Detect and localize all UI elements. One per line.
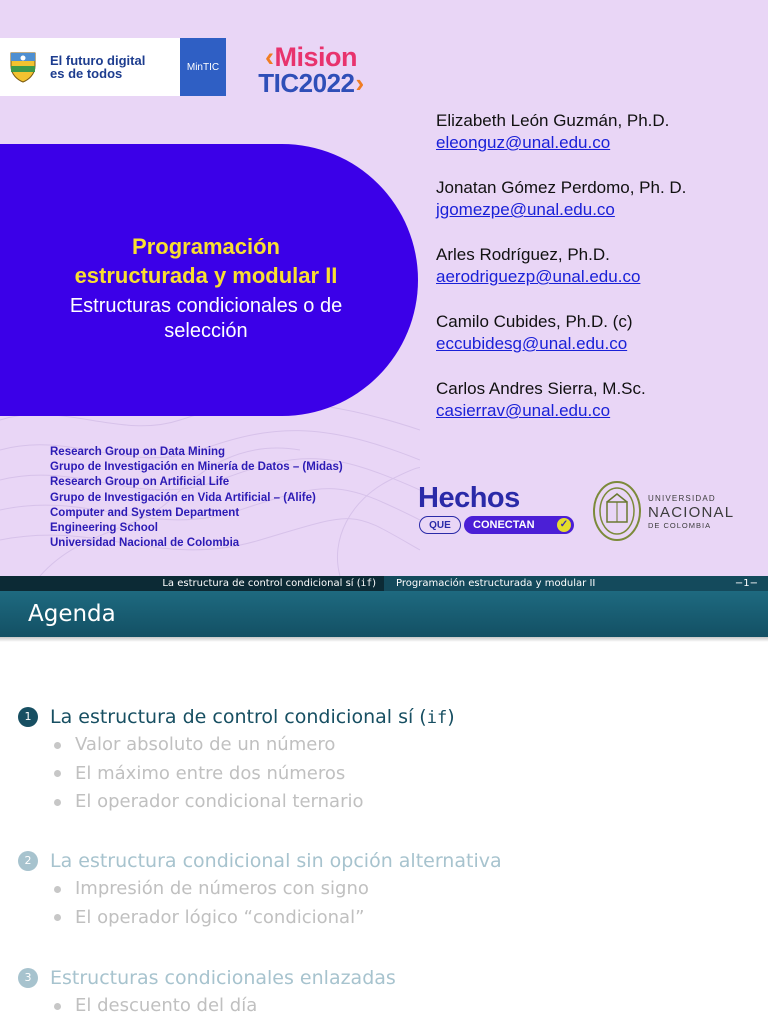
unal-logo-line1: UNIVERSIDAD <box>648 494 716 503</box>
hechos-logo-que: QUE <box>419 516 461 534</box>
subsection-label: Impresión de números con signo <box>75 878 369 900</box>
unal-logo-text <box>648 494 734 531</box>
mintic-label: MinTIC <box>180 38 226 96</box>
agenda-section-2[interactable] <box>18 847 502 932</box>
slide-footer <box>0 576 768 591</box>
bullet-icon <box>54 799 61 806</box>
unal-logo <box>592 480 742 544</box>
agenda-section-1[interactable] <box>18 703 455 817</box>
author-email-link[interactable]: jgomezpe@unal.edu.co <box>436 200 615 219</box>
author-name: Carlos Andres Sierra, M.Sc. <box>436 379 646 398</box>
agenda-section-heading[interactable] <box>18 703 455 731</box>
hechos-logo-title: Hechos <box>418 482 520 514</box>
author-email-link[interactable]: eleonguz@unal.edu.co <box>436 133 611 152</box>
group-line: Engineering School <box>50 522 158 535</box>
group-line: Research Group on Artificial Life <box>50 476 230 489</box>
footer-section-text: La estructura de control condicional sí ( <box>162 578 361 589</box>
agenda-subsection[interactable] <box>18 992 396 1021</box>
bullet-icon <box>54 742 61 749</box>
group-line: Research Group on Data Mining <box>50 446 226 458</box>
check-icon: ✓ <box>557 518 571 532</box>
section-number-badge: 2 <box>18 851 38 871</box>
bullet-icon <box>54 914 61 921</box>
author-list <box>436 110 686 445</box>
agenda-section-heading[interactable] <box>18 847 502 875</box>
section-title-code: if <box>426 707 448 728</box>
agenda-header <box>0 591 768 637</box>
agenda-subsection[interactable] <box>18 760 455 789</box>
author-email-link[interactable]: casierrav@unal.edu.co <box>436 401 611 420</box>
hechos-logo-conectan: CONECTAN <box>473 519 535 531</box>
agenda-section-3[interactable] <box>18 964 396 1021</box>
author-name: Camilo Cubides, Ph.D. (c) <box>436 312 633 331</box>
group-line: Universidad Nacional de Colombia <box>50 537 240 550</box>
footer-course-title: Programación estructurada y modular II <box>384 576 714 591</box>
agenda-subsection[interactable] <box>18 731 455 760</box>
agenda-section-heading[interactable] <box>18 964 396 992</box>
subtitle-line2: selección <box>164 320 248 342</box>
slide-title <box>0 232 412 344</box>
section-title: La estructura condicional sin opción alternativa <box>50 850 502 872</box>
mision-tic-logo <box>256 44 366 96</box>
unal-logo-line3: DE COLOMBIA <box>648 521 712 530</box>
author-name: Arles Rodríguez, Ph.D. <box>436 245 610 264</box>
subsection-label: El descuento del día <box>75 995 258 1017</box>
footer-page-number: −1− <box>714 576 768 591</box>
subsection-label: El operador lógico “condicional” <box>75 906 365 928</box>
subtitle-line1: Estructuras condicionales o de <box>69 295 343 317</box>
gov-logo-line1: El futuro digital <box>50 53 146 68</box>
author-entry <box>436 177 686 221</box>
author-email-link[interactable]: eccubidesg@unal.edu.co <box>436 334 628 353</box>
group-line: Grupo de Investigación en Minería de Datos – (Midas) <box>50 461 343 474</box>
author-entry <box>436 311 686 355</box>
mision-logo-line2 <box>256 70 366 96</box>
subsection-label: El máximo entre dos números <box>75 762 346 784</box>
subtitle <box>0 294 412 344</box>
agenda-subsection[interactable] <box>18 904 502 933</box>
unal-seal-icon <box>592 480 642 542</box>
agenda-subsection[interactable] <box>18 788 455 817</box>
gov-logo-white-panel <box>0 38 180 96</box>
author-email-link[interactable]: aerodriguezp@unal.edu.co <box>436 267 641 286</box>
author-entry <box>436 378 686 422</box>
subsection-label: El operador condicional ternario <box>75 791 364 813</box>
section-title-text: La estructura de control condicional sí ( <box>50 705 427 728</box>
unal-logo-line2: NACIONAL <box>648 504 735 521</box>
mision-logo-year: TIC2022 <box>258 68 355 98</box>
footer-section-suffix: ) <box>372 578 376 589</box>
research-groups <box>50 445 343 551</box>
group-line: Computer and System Department <box>50 506 240 519</box>
gov-logo <box>0 38 226 96</box>
footer-section-code: if <box>360 578 373 589</box>
author-entry <box>436 244 686 288</box>
group-line: Grupo de Investigación en Vida Artificial – (Alife) <box>50 491 316 504</box>
author-name: Elizabeth León Guzmán, Ph.D. <box>436 111 670 130</box>
section-number-badge: 1 <box>18 707 38 727</box>
title-line2: estructurada y modular II <box>74 263 338 288</box>
subsection-label: Valor absoluto de un número <box>75 734 336 756</box>
section-title <box>50 703 455 732</box>
agenda-header-shadow <box>0 637 768 642</box>
footer-section-title <box>0 576 384 591</box>
section-number-badge: 3 <box>18 968 38 988</box>
bullet-icon <box>54 770 61 777</box>
author-name: Jonatan Gómez Perdomo, Ph. D. <box>436 178 687 197</box>
title-line1: Programación <box>132 234 280 259</box>
mision-logo-line1 <box>256 44 366 70</box>
hechos-que-conectan-logo <box>418 482 578 540</box>
colombia-shield-icon <box>8 50 38 84</box>
mision-logo-word: Mision <box>274 42 357 72</box>
agenda-title: Agenda <box>28 601 116 627</box>
agenda-subsection[interactable] <box>18 875 502 904</box>
gov-logo-text <box>50 54 145 80</box>
author-entry <box>436 110 686 154</box>
gov-logo-line2: es de todos <box>50 66 123 81</box>
bullet-icon <box>54 1003 61 1010</box>
hechos-logo-conectan-pill <box>464 516 574 534</box>
section-title: Estructuras condicionales enlazadas <box>50 967 396 989</box>
section-title-suffix: ) <box>447 705 455 728</box>
bullet-icon <box>54 886 61 893</box>
